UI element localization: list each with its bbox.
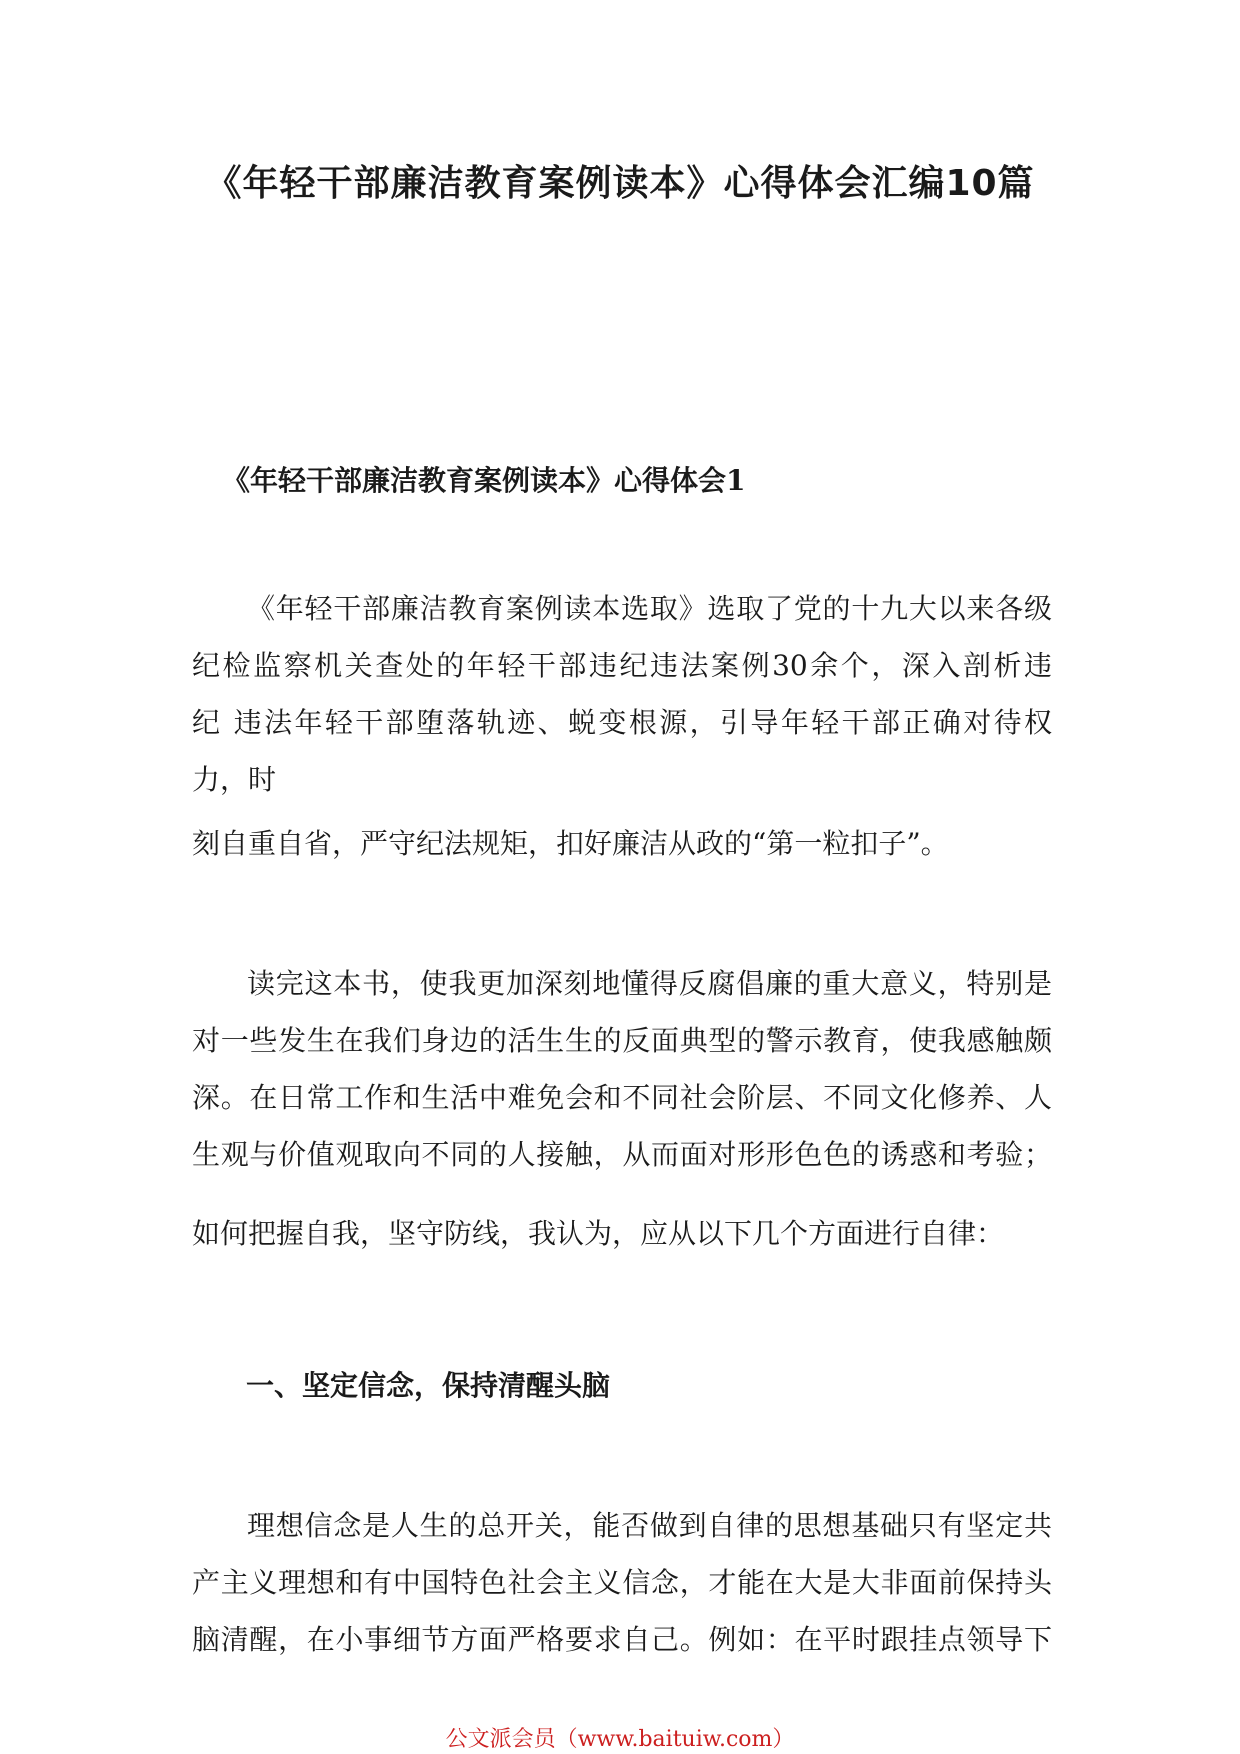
paragraph-3 (192, 1497, 1052, 1668)
footer-watermark-link[interactable]: 公文派会员（www.baituiw.com） (445, 1727, 795, 1752)
paragraph-line: 如何把握自我，坚守防线，我认为，应从以下几个方面进行自律： (192, 1217, 1005, 1250)
paragraph-line: 脑清醒，在小事细节方面严格要求自己。例如：在平时跟挂点领导下 (192, 1623, 1052, 1656)
paragraph-2-continuation (192, 1205, 1052, 1262)
paragraph-line: 《年轻干部廉洁教育案例读本选取》选取了党的十九大以来各级 (247, 592, 1052, 625)
section-heading: 一、坚定信念，保持清醒头脑 (246, 1369, 611, 1402)
paragraph-line: 产主义理想和有中国特色社会主义信念，才能在大是大非面前保持头 (192, 1566, 1052, 1599)
paragraph-line: 读完这本书，使我更加深刻地懂得反腐倡廉的重大意义，特别是 (247, 967, 1052, 1000)
paragraph-line: 纪 违法年轻干部堕落轨迹、蜕变根源，引导年轻干部正确对待权 (192, 706, 1052, 739)
paragraph-line: 理想信念是人生的总开关，能否做到自律的思想基础只有坚定共 (247, 1509, 1052, 1542)
paragraph-line: 生观与价值观取向不同的人接触，从而面对形形色色的诱惑和考验； (192, 1138, 1052, 1171)
paragraph-line: 力，时 (192, 763, 277, 796)
paragraph-2 (192, 955, 1052, 1183)
document-title: 《年轻干部廉洁教育案例读本》心得体会汇编10篇 (205, 163, 1035, 204)
article-heading: 《年轻干部廉洁教育案例读本》心得体会1 (222, 464, 746, 497)
paragraph-line: 对一些发生在我们身边的活生生的反面典型的警示教育，使我感触颇 (192, 1024, 1052, 1057)
paragraph-line: 深。在日常工作和生活中难免会和不同社会阶层、不同文化修养、人 (192, 1081, 1052, 1114)
paragraph-1 (192, 580, 1052, 808)
paragraph-line: 刻自重自省，严守纪法规矩，扣好廉洁从政的“第一粒扣子”。 (192, 827, 949, 860)
paragraph-line: 纪检监察机关查处的年轻干部违纪违法案例30余个，深入剖析违 (192, 649, 1052, 682)
paragraph-1-continuation (192, 815, 1052, 872)
